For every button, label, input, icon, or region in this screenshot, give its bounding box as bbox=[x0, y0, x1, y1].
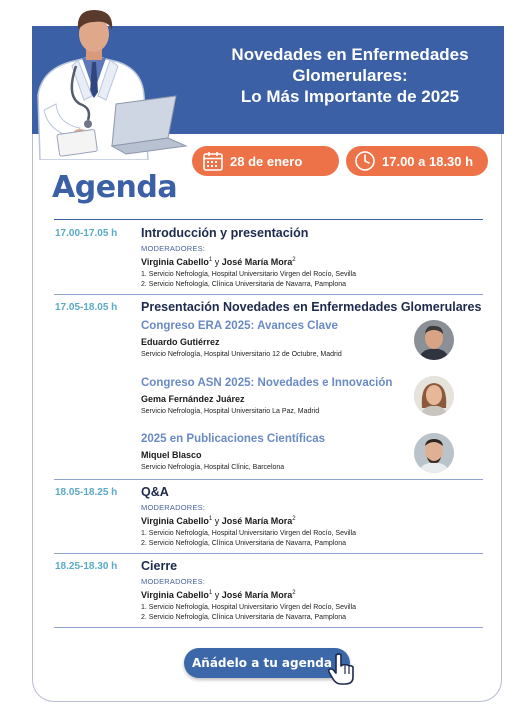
moderator-name: José María Mora bbox=[221, 590, 293, 600]
speaker-name: Gema Fernández Juárez bbox=[141, 394, 245, 404]
moderator-name: José María Mora bbox=[221, 516, 293, 526]
affiliation-ref: 2 bbox=[292, 590, 296, 596]
moderator-names bbox=[141, 516, 296, 526]
talk-title: 2025 en Publicaciones Científicas bbox=[141, 433, 326, 445]
speaker-affiliation: Servicio Nefrología, Hospital Clínic, Barcelona bbox=[141, 464, 285, 471]
divider bbox=[54, 627, 483, 628]
affiliation-ref: 1 bbox=[208, 516, 213, 522]
event-title bbox=[185, 44, 515, 107]
speaker-photo bbox=[414, 376, 454, 416]
date-text: 28 de enero bbox=[230, 153, 303, 169]
agenda-heading: Agenda bbox=[52, 170, 178, 205]
session-time: 17.00-17.05 h bbox=[55, 228, 118, 239]
event-title-line-2: Glomerulares: bbox=[292, 66, 408, 85]
pointing-hand-icon bbox=[326, 652, 356, 686]
divider bbox=[54, 479, 483, 480]
session-time: 18.25-18.30 h bbox=[55, 561, 118, 572]
session-title: Q&A bbox=[141, 485, 169, 499]
talk-title: Congreso ASN 2025: Novedades e Innovación bbox=[141, 377, 393, 389]
moderator-name: Virginia Cabello bbox=[141, 516, 209, 526]
doctor-illustration bbox=[18, 0, 196, 160]
joiner: y bbox=[212, 516, 222, 526]
divider bbox=[54, 553, 483, 554]
session-time: 18.05-18.25 h bbox=[55, 487, 118, 498]
calendar-icon bbox=[202, 150, 224, 172]
moderator-name: José María Mora bbox=[221, 257, 293, 267]
event-title-line-1: Novedades en Enfermedades bbox=[231, 45, 469, 64]
affiliation: 2. Servicio Nefrología, Clínica Universitaria de Navarra, Pamplona bbox=[141, 614, 347, 621]
moderators-label: MODERADORES: bbox=[141, 503, 206, 512]
session-title: Introducción y presentación bbox=[141, 226, 309, 240]
moderator-name: Virginia Cabello bbox=[141, 590, 209, 600]
joiner: y bbox=[212, 590, 222, 600]
moderators-label: MODERADORES: bbox=[141, 577, 206, 586]
affiliation: 2. Servicio Nefrología, Clínica Universitaria de Navarra, Pamplona bbox=[141, 540, 347, 547]
time-badge bbox=[346, 146, 488, 176]
affiliation-ref: 2 bbox=[292, 516, 296, 522]
session-title: Presentación Novedades en Enfermedades Glomerulares bbox=[141, 300, 482, 314]
affiliation-ref: 1 bbox=[208, 257, 213, 263]
event-title-line-3: Lo Más Importante de 2025 bbox=[240, 87, 460, 106]
clock-icon bbox=[354, 150, 376, 172]
joiner: y bbox=[212, 257, 222, 267]
date-badge bbox=[192, 146, 339, 176]
session-time: 17.05-18.05 h bbox=[55, 302, 118, 313]
affiliation-ref: 1 bbox=[208, 590, 213, 596]
speaker-affiliation: Servicio Nefrología, Hospital Universitario 12 de Octubre, Madrid bbox=[141, 351, 342, 358]
affiliation: 1. Servicio Nefrología, Hospital Universitario Virgen del Rocío, Sevilla bbox=[141, 271, 357, 278]
speaker-name: Eduardo Gutiérrez bbox=[141, 337, 220, 347]
speaker-name: Miquel Blasco bbox=[141, 450, 202, 460]
speaker-photo bbox=[414, 320, 454, 360]
affiliation: 2. Servicio Nefrología, Clínica Universitaria de Navarra, Pamplona bbox=[141, 281, 347, 288]
affiliation: 1. Servicio Nefrología, Hospital Universitario Virgen del Rocío, Sevilla bbox=[141, 530, 357, 537]
speaker-affiliation: Servicio Nefrología, Hospital Universitario La Paz, Madrid bbox=[141, 408, 320, 415]
affiliation-ref: 2 bbox=[292, 257, 296, 263]
time-text: 17.00 a 18.30 h bbox=[382, 153, 474, 169]
moderators-label: MODERADORES: bbox=[141, 244, 206, 253]
moderator-names bbox=[141, 257, 296, 267]
affiliation: 1. Servicio Nefrología, Hospital Universitario Virgen del Rocío, Sevilla bbox=[141, 604, 357, 611]
add-to-calendar-label: Añádelo a tu agenda bbox=[192, 656, 332, 670]
talk-title: Congreso ERA 2025: Avances Clave bbox=[141, 320, 338, 332]
divider bbox=[54, 219, 483, 220]
speaker-photo bbox=[414, 433, 454, 473]
moderator-name: Virginia Cabello bbox=[141, 257, 209, 267]
session-title: Cierre bbox=[141, 559, 178, 573]
moderator-names bbox=[141, 590, 296, 600]
divider bbox=[54, 294, 483, 295]
